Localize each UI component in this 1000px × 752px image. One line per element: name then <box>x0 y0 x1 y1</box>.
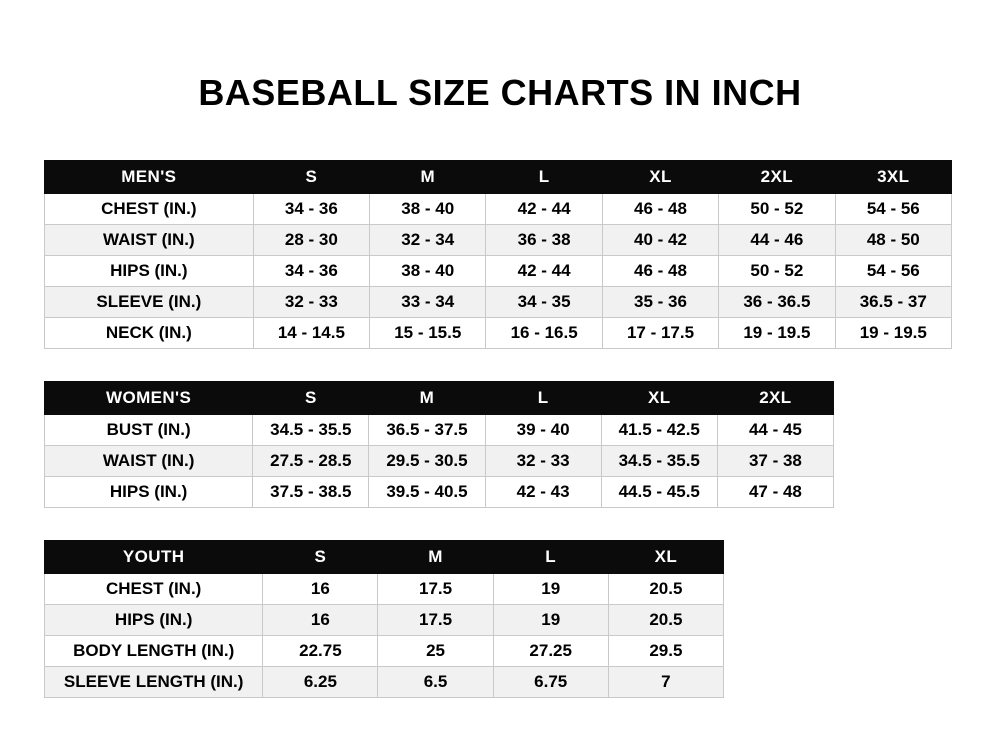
column-header: L <box>493 541 608 574</box>
row-label: NECK (IN.) <box>45 318 254 349</box>
womens-size-table <box>44 381 834 508</box>
row-label: CHEST (IN.) <box>45 194 254 225</box>
table-cell: 19 - 19.5 <box>835 318 951 349</box>
column-header: YOUTH <box>45 541 263 574</box>
table-cell: 44 - 45 <box>717 415 833 446</box>
table-cell: 39.5 - 40.5 <box>369 477 485 508</box>
table-cell: 27.5 - 28.5 <box>253 446 369 477</box>
table-row <box>45 194 952 225</box>
table-cell: 19 <box>493 574 608 605</box>
row-label: SLEEVE (IN.) <box>45 287 254 318</box>
table-cell: 17.5 <box>378 605 493 636</box>
table-cell: 15 - 15.5 <box>370 318 486 349</box>
column-header: S <box>263 541 378 574</box>
table-cell: 17 - 17.5 <box>602 318 718 349</box>
table-cell: 34 - 36 <box>253 194 369 225</box>
table-cell: 36.5 - 37.5 <box>369 415 485 446</box>
column-header: XL <box>601 382 717 415</box>
row-label: WAIST (IN.) <box>45 225 254 256</box>
column-header: S <box>253 161 369 194</box>
table-cell: 16 - 16.5 <box>486 318 602 349</box>
table-cell: 38 - 40 <box>370 194 486 225</box>
table-row <box>45 667 724 698</box>
column-header: 2XL <box>719 161 835 194</box>
table-row <box>45 574 724 605</box>
table-cell: 42 - 44 <box>486 256 602 287</box>
table-cell: 50 - 52 <box>719 256 835 287</box>
table-header-row <box>45 382 834 415</box>
column-header: L <box>485 382 601 415</box>
table-row <box>45 318 952 349</box>
table-cell: 48 - 50 <box>835 225 951 256</box>
row-label: HIPS (IN.) <box>45 605 263 636</box>
table-cell: 34 - 36 <box>253 256 369 287</box>
row-label: CHEST (IN.) <box>45 574 263 605</box>
table-row <box>45 605 724 636</box>
table-cell: 25 <box>378 636 493 667</box>
row-label: HIPS (IN.) <box>45 477 253 508</box>
table-cell: 17.5 <box>378 574 493 605</box>
row-label: BUST (IN.) <box>45 415 253 446</box>
table-cell: 14 - 14.5 <box>253 318 369 349</box>
table-cell: 41.5 - 42.5 <box>601 415 717 446</box>
table-cell: 42 - 44 <box>486 194 602 225</box>
table-cell: 38 - 40 <box>370 256 486 287</box>
page-title: BASEBALL SIZE CHARTS IN INCH <box>198 72 802 113</box>
youth-size-table <box>44 540 724 698</box>
column-header: MEN'S <box>45 161 254 194</box>
column-header: M <box>369 382 485 415</box>
table-row <box>45 636 724 667</box>
table-cell: 36 - 38 <box>486 225 602 256</box>
size-tables-container <box>0 160 1000 698</box>
mens-size-table <box>44 160 952 349</box>
table-cell: 27.25 <box>493 636 608 667</box>
table-cell: 34.5 - 35.5 <box>601 446 717 477</box>
table-cell: 54 - 56 <box>835 256 951 287</box>
table-cell: 20.5 <box>608 605 723 636</box>
table-cell: 33 - 34 <box>370 287 486 318</box>
table-cell: 29.5 - 30.5 <box>369 446 485 477</box>
table-cell: 44.5 - 45.5 <box>601 477 717 508</box>
table-cell: 42 - 43 <box>485 477 601 508</box>
table-cell: 40 - 42 <box>602 225 718 256</box>
table-cell: 7 <box>608 667 723 698</box>
column-header: L <box>486 161 602 194</box>
table-cell: 28 - 30 <box>253 225 369 256</box>
table-cell: 35 - 36 <box>602 287 718 318</box>
table-cell: 47 - 48 <box>717 477 833 508</box>
table-cell: 16 <box>263 605 378 636</box>
table-cell: 36.5 - 37 <box>835 287 951 318</box>
table-cell: 6.25 <box>263 667 378 698</box>
table-cell: 22.75 <box>263 636 378 667</box>
table-row <box>45 477 834 508</box>
row-label: BODY LENGTH (IN.) <box>45 636 263 667</box>
table-cell: 46 - 48 <box>602 256 718 287</box>
column-header: 3XL <box>835 161 951 194</box>
column-header: M <box>378 541 493 574</box>
row-label: WAIST (IN.) <box>45 446 253 477</box>
column-header: WOMEN'S <box>45 382 253 415</box>
table-cell: 16 <box>263 574 378 605</box>
column-header: XL <box>602 161 718 194</box>
table-cell: 19 - 19.5 <box>719 318 835 349</box>
table-cell: 6.5 <box>378 667 493 698</box>
row-label: SLEEVE LENGTH (IN.) <box>45 667 263 698</box>
table-cell: 44 - 46 <box>719 225 835 256</box>
table-row <box>45 287 952 318</box>
table-cell: 50 - 52 <box>719 194 835 225</box>
table-row <box>45 225 952 256</box>
table-cell: 37.5 - 38.5 <box>253 477 369 508</box>
table-cell: 54 - 56 <box>835 194 951 225</box>
column-header: S <box>253 382 369 415</box>
row-label: HIPS (IN.) <box>45 256 254 287</box>
table-header-row <box>45 541 724 574</box>
table-cell: 34 - 35 <box>486 287 602 318</box>
table-row <box>45 256 952 287</box>
table-cell: 37 - 38 <box>717 446 833 477</box>
table-row <box>45 415 834 446</box>
table-cell: 46 - 48 <box>602 194 718 225</box>
column-header: 2XL <box>717 382 833 415</box>
table-header-row <box>45 161 952 194</box>
table-cell: 6.75 <box>493 667 608 698</box>
table-cell: 32 - 33 <box>253 287 369 318</box>
table-cell: 19 <box>493 605 608 636</box>
table-cell: 32 - 34 <box>370 225 486 256</box>
table-cell: 36 - 36.5 <box>719 287 835 318</box>
column-header: XL <box>608 541 723 574</box>
table-cell: 34.5 - 35.5 <box>253 415 369 446</box>
table-cell: 29.5 <box>608 636 723 667</box>
table-cell: 32 - 33 <box>485 446 601 477</box>
table-cell: 39 - 40 <box>485 415 601 446</box>
column-header: M <box>370 161 486 194</box>
table-row <box>45 446 834 477</box>
table-cell: 20.5 <box>608 574 723 605</box>
